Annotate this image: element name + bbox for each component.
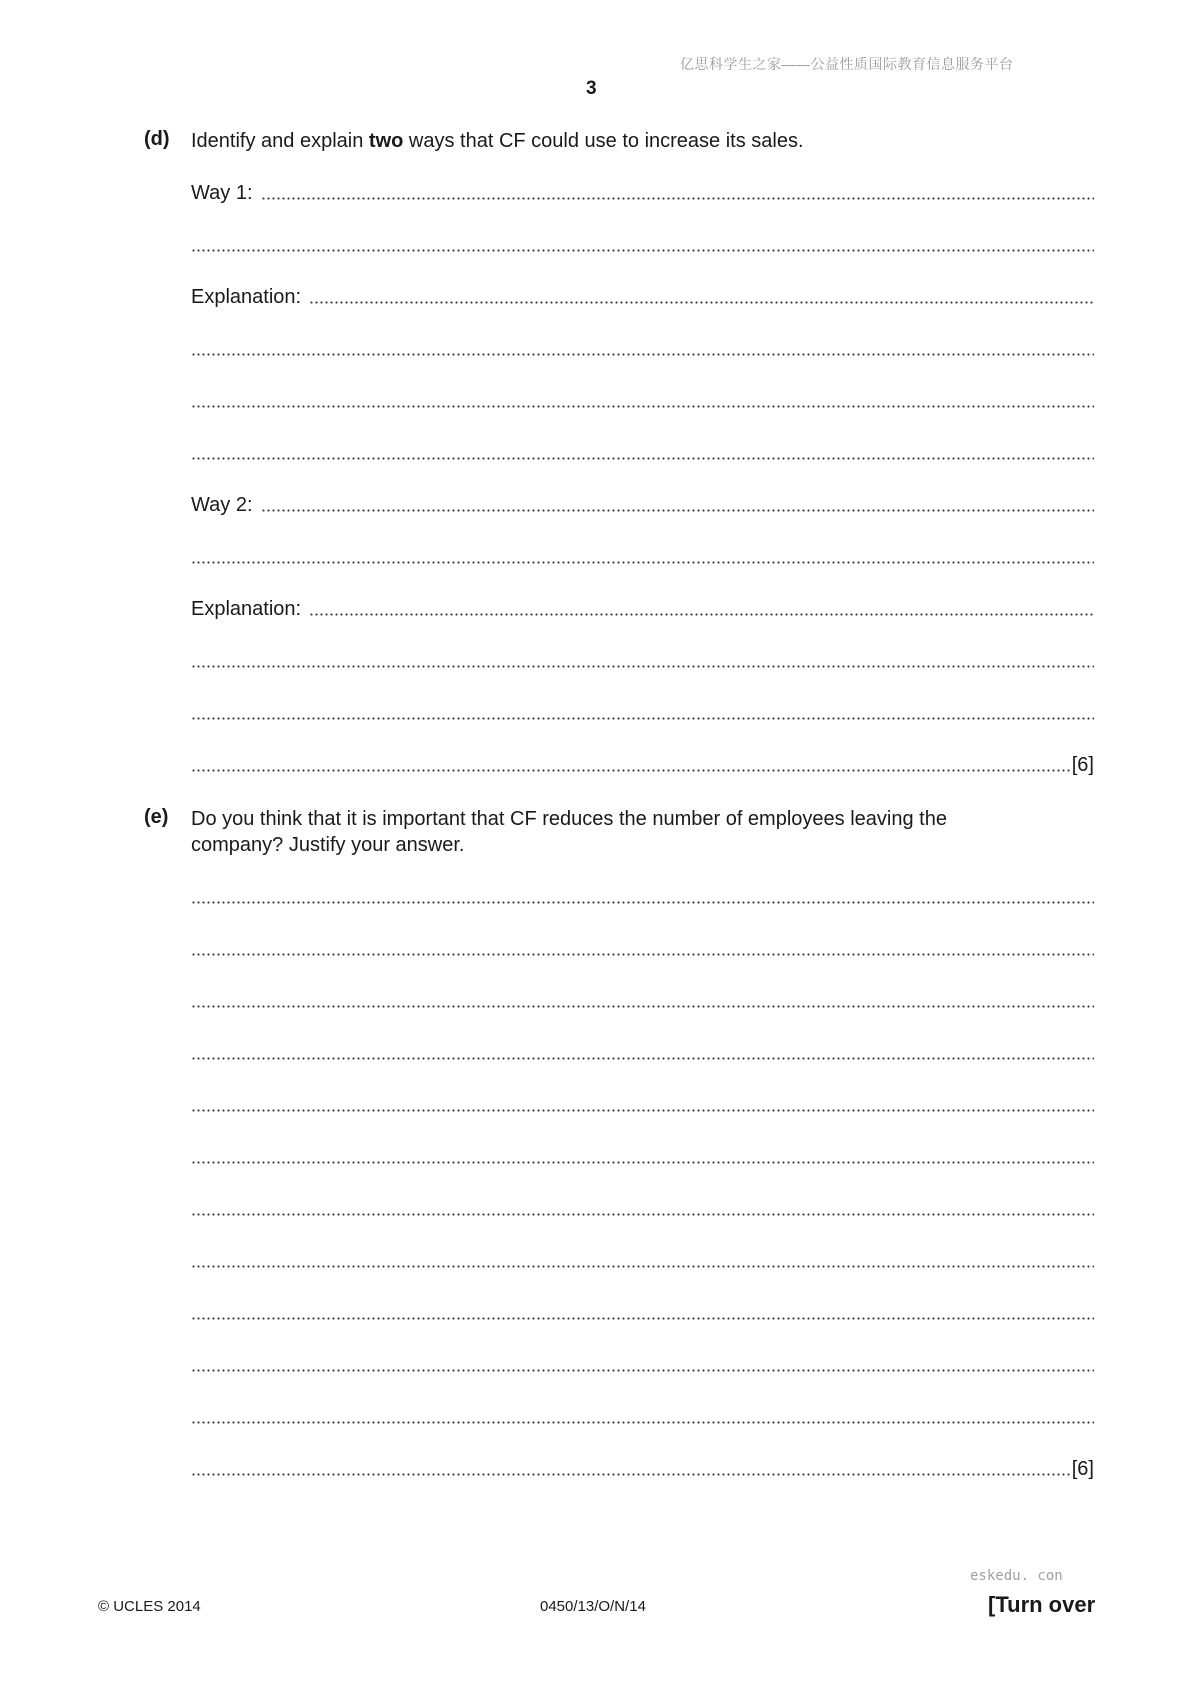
question-e-text-line1: Do you think that it is important that CF reduces the number of employees leaving the <box>191 808 947 830</box>
answer-line[interactable] <box>191 232 1094 258</box>
dotted-line <box>191 1160 1094 1165</box>
dotted-line <box>191 664 1094 669</box>
answer-line[interactable] <box>191 336 1094 362</box>
answer-line-explanation1[interactable] <box>191 284 1094 310</box>
footer-paper-code: 0450/13/O/N/14 <box>540 1598 646 1615</box>
question-d-emphasis: two <box>368 130 404 152</box>
question-e-label: (e) <box>144 806 169 828</box>
dotted-line <box>191 1316 1094 1321</box>
dotted-line <box>191 768 1071 773</box>
dotted-line <box>191 1472 1071 1477</box>
answer-line[interactable] <box>191 544 1094 570</box>
dotted-line <box>191 352 1094 357</box>
way2-label: Way 2: <box>191 494 253 516</box>
dotted-line <box>191 952 1094 957</box>
answer-line[interactable] <box>191 1092 1094 1118</box>
answer-line-last[interactable] <box>191 752 1094 778</box>
question-d-marks: [6] <box>1071 754 1094 776</box>
question-e-marks: [6] <box>1071 1458 1094 1480</box>
answer-line-explanation2[interactable] <box>191 596 1094 622</box>
answer-line[interactable] <box>191 388 1094 414</box>
page-number: 3 <box>586 78 597 99</box>
answer-line[interactable] <box>191 648 1094 674</box>
dotted-line <box>261 196 1095 201</box>
answer-line[interactable] <box>191 1040 1094 1066</box>
dotted-line <box>309 612 1094 617</box>
dotted-line <box>261 508 1095 513</box>
dotted-line <box>191 1056 1094 1061</box>
answer-line[interactable] <box>191 440 1094 466</box>
dotted-line <box>191 404 1094 409</box>
question-d-label: (d) <box>144 128 170 150</box>
answer-line[interactable] <box>191 1404 1094 1430</box>
dotted-line <box>191 560 1094 565</box>
answer-line[interactable] <box>191 988 1094 1014</box>
answer-line[interactable] <box>191 1144 1094 1170</box>
dotted-line <box>191 1368 1094 1373</box>
dotted-line <box>191 1004 1094 1009</box>
explanation2-label: Explanation: <box>191 598 302 620</box>
header-watermark: 亿思科学生之家——公益性质国际教育信息服务平台 <box>680 56 1014 72</box>
dotted-line <box>191 456 1094 461</box>
dotted-line <box>191 248 1094 253</box>
answer-line-last[interactable] <box>191 1456 1094 1482</box>
turn-over-label: [Turn over <box>988 1592 1096 1617</box>
footer-watermark: eskedu. con <box>970 1568 1063 1584</box>
answer-line-way2[interactable] <box>191 492 1094 518</box>
question-e-text-line2: company? Justify your answer. <box>191 834 465 856</box>
answer-line[interactable] <box>191 1248 1094 1274</box>
dotted-line <box>191 900 1094 905</box>
dotted-line <box>309 300 1094 305</box>
dotted-line <box>191 716 1094 721</box>
answer-line[interactable] <box>191 884 1094 910</box>
question-d-text: Identify and explain two ways that CF could use to increase its sales. <box>191 130 804 152</box>
dotted-line <box>191 1108 1094 1113</box>
explanation1-label: Explanation: <box>191 286 302 308</box>
footer-copyright: © UCLES 2014 <box>98 1598 201 1615</box>
dotted-line <box>191 1212 1094 1217</box>
answer-line[interactable] <box>191 700 1094 726</box>
answer-line[interactable] <box>191 1300 1094 1326</box>
answer-line[interactable] <box>191 936 1094 962</box>
answer-line[interactable] <box>191 1196 1094 1222</box>
way1-label: Way 1: <box>191 182 253 204</box>
dotted-line <box>191 1420 1094 1425</box>
dotted-line <box>191 1264 1094 1269</box>
answer-line[interactable] <box>191 1352 1094 1378</box>
answer-line-way1[interactable] <box>191 180 1094 206</box>
